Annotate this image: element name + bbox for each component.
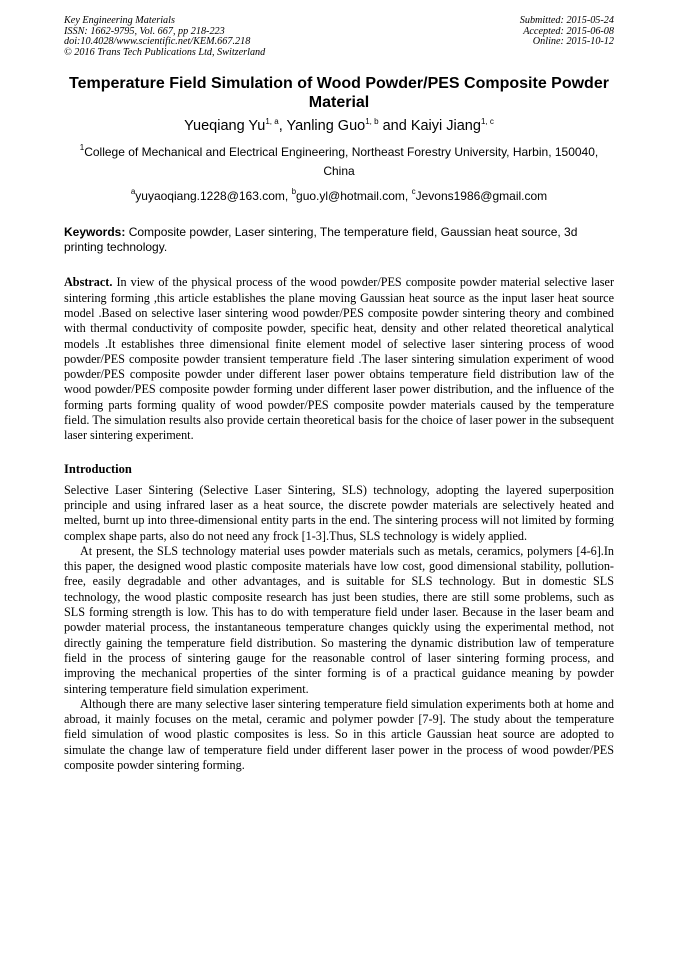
author-emails xyxy=(64,189,614,203)
body-paragraph: At present, the SLS technology material uses powder materials such as metals, ceramics, polymers [4-6].In this paper, the designed wood plastic composite materials have low cost, good dimensional stability, pollution-free, easily degradable and other advantages, and is suitable for SLS technology. But in domestic SLS technology, the wood plastic composite research has just been studies, there are still some problems, such as SLS forming strength is low. This has to do with temperature field under laser. Because in the laser beam and powder material process, the instantaneous temperature changes quickly using the experimental method, not directly gaining the temperature field distribution. So mastering the dynamic distribution law of temperature field in the process of sintering gauge for the reasonable control of laser sintering forming process, and improving the mechanical properties of the sinter forming is of a practical guidance meaning by powder sintering temperature field simulation experiment. xyxy=(64,543,614,696)
keywords xyxy=(64,225,614,255)
author-name: Yanling Guo xyxy=(286,118,366,135)
journal-header xyxy=(64,16,614,58)
journal-name: Key Engineering Materials xyxy=(64,15,175,26)
affiliation-text: College of Mechanical and Electrical Engineering, Northeast Forestry University, Harbin, 150040, China xyxy=(84,145,599,179)
email-separator: , xyxy=(404,189,412,204)
body-paragraph: Selective Laser Sintering (Selective Laser Sintering, SLS) technology, adopting the layered superposition principle and using infrared laser as a heat source, the discrete powder materials are selectively heated and melted, burnt up into three-dimensional entity parts in the end. The sintering process will not limited by forming complex shape parts, also do not need any frock [1-3].Thus, SLS technology is widely applied. xyxy=(64,482,614,543)
email-mark: a xyxy=(130,187,136,197)
paper-title: Temperature Field Simulation of Wood Powder/PES Composite Powder Material xyxy=(69,75,609,112)
section-heading-introduction: Introduction xyxy=(64,461,132,476)
email-address: guo.yl@hotmail.com xyxy=(296,189,405,204)
affiliation xyxy=(64,143,614,181)
online-date: Online: 2015-10-12 xyxy=(532,36,614,48)
author-name: Kaiyi Jiang xyxy=(410,118,481,135)
keywords-text: Composite powder, Laser sintering, The temperature field, Gaussian heat source, 3d printing technology. xyxy=(64,225,578,255)
author-separator: and xyxy=(378,118,411,135)
journal-issn: ISSN: 1662-9795, Vol. 667, pp 218-223 xyxy=(64,25,225,37)
abstract-text: In view of the physical process of the wood powder/PES composite powder material selective laser sintering forming ,this article establishes the plane moving Gaussian heat source as the input laser heat source model .Based on selective laser sintering wood powder/PES composite powder sintering theory and combined with thermal conductivity of composite powder, specific heat, density and other related theoretical analytical models .It establishes three dimensional finite element model of selective laser sintering process of wood powder/PES composite powder transient temperature field .The laser sintering simulation experiment of wood powder/PES composite powder under different laser power obtains temperature field distribution law of the wood powder/PES composite powder forming under different laser power distribution, and the influence of the forming parts forming quality of wood powder/PES composite powder materials caused by the temperature field. The simulation results also provide certain theoretical basis for the choice of laser power in the subsequent laser sintering experiment. xyxy=(64,275,615,443)
author-separator: , xyxy=(278,118,287,135)
email-mark: c xyxy=(411,187,416,197)
email-separator: , xyxy=(284,189,292,204)
email-address: Jevons1986@gmail.com xyxy=(415,189,548,204)
keywords-label: Keywords: xyxy=(64,225,126,240)
author-affiliation-mark: 1, a xyxy=(265,117,279,127)
author-affiliation-mark: 1, c xyxy=(480,117,494,127)
abstract xyxy=(64,275,614,443)
abstract-label: Abstract. xyxy=(64,275,113,290)
journal-info xyxy=(64,16,418,58)
journal-doi: doi:10.4028/www.scientific.net/KEM.667.218 xyxy=(64,36,251,48)
author-name: Yueqiang Yu xyxy=(184,118,266,135)
affiliation-mark: 1 xyxy=(79,143,85,153)
submission-dates xyxy=(418,16,614,58)
body-paragraph: Although there are many selective laser sintering temperature field simulation experiments both at home and abroad, it mainly focuses on the metal, ceramic and polymer powder [7-9]. The study about the temperature field simulation of wood plastic composites is less. So in this article Gaussian heat source are adopted to simulate the change law of temperature field under different laser power in the process of wood powder/PES composite powder sintering forming. xyxy=(64,696,614,772)
submitted-date: Submitted: 2015-05-24 xyxy=(519,15,614,26)
journal-copyright: © 2016 Trans Tech Publications Ltd, Switzerland xyxy=(64,46,266,58)
author-list xyxy=(64,117,614,135)
email-address: yuyaoqiang.1228@163.com xyxy=(135,189,285,204)
accepted-date: Accepted: 2015-06-08 xyxy=(523,25,614,37)
email-mark: b xyxy=(291,187,297,197)
author-affiliation-mark: 1, b xyxy=(365,117,379,127)
